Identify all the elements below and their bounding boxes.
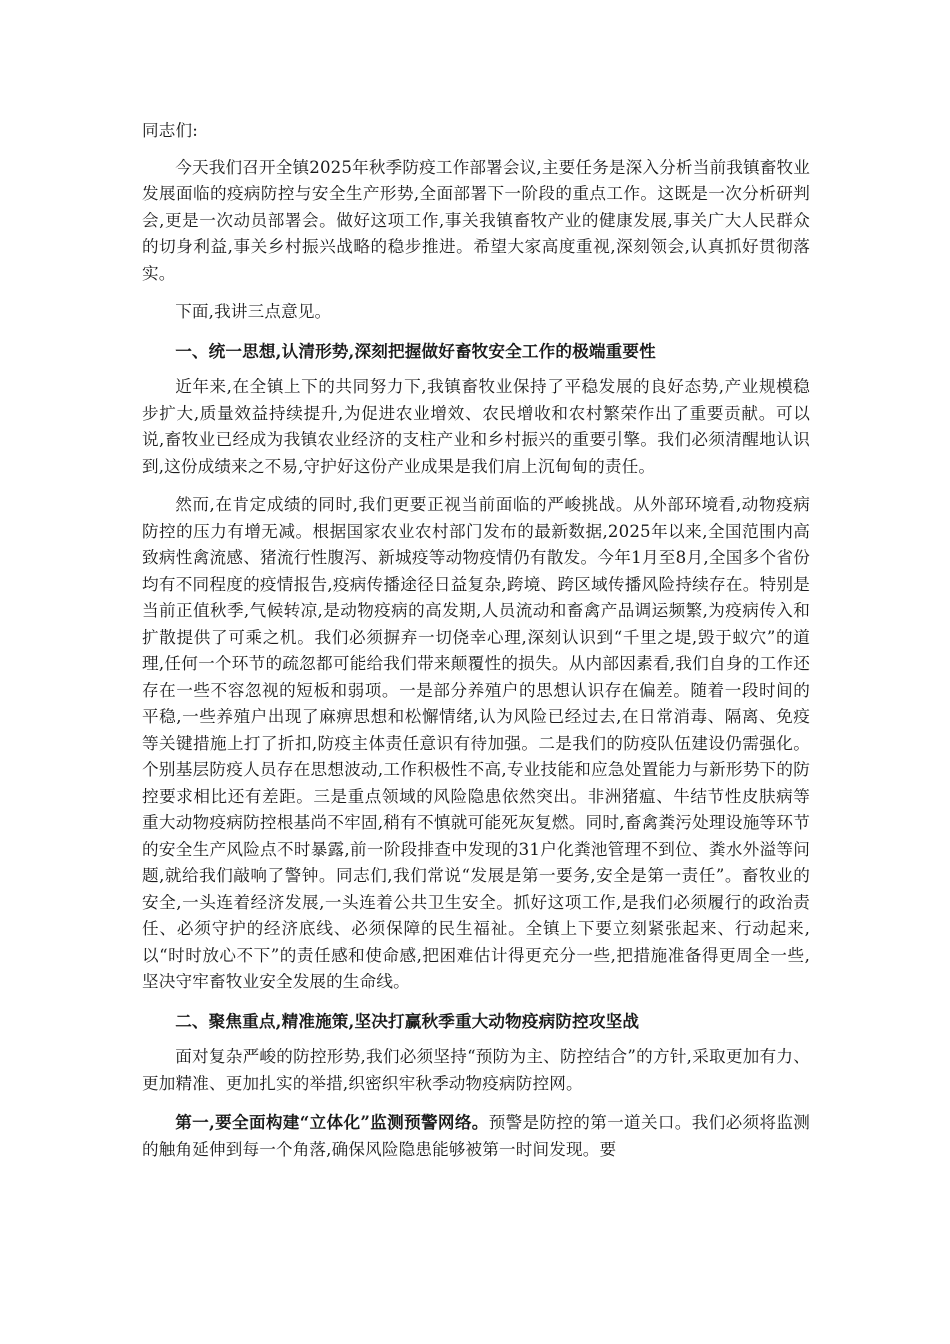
section-heading-2: 二、聚焦重点,精准施策,坚决打赢秋季重大动物疫病防控攻坚战	[175, 1010, 640, 1031]
section2-paragraph-1: 面对复杂严峻的防控形势,我们必须坚持“预防为主、防控结合”的方针,采取更加有力、更加精准、更加扎实的举措,织密织牢秋季动物疫病防控网。	[142, 1047, 810, 1093]
transition-paragraph: 下面,我讲三点意见。	[175, 302, 332, 321]
paragraph-body: 预警是防控的第一道关口。我们必须将监测的触角延伸到每一个角落,确保风险隐患能够被第一时间发现。要	[142, 1113, 810, 1159]
section-heading-1: 一、统一思想,认清形势,深刻把握做好畜牧安全工作的极端重要性	[175, 340, 656, 361]
document-page	[142, 118, 810, 1163]
section2-paragraph-2	[142, 1109, 810, 1163]
paragraph-lead-bold: 第一,要全面构建“立体化”监测预警网络。	[175, 1112, 489, 1132]
salutation: 同志们:	[142, 121, 198, 140]
section1-paragraph-2: 然而,在肯定成绩的同时,我们更要正视当前面临的严峻挑战。从外部环境看,动物疫病防控的压力有增无减。根据国家农业农村部门发布的最新数据,2025年以来,全国范围内高致病性禽流感、猪流行性腹泻、新城疫等动物疫情仍有散发。今年1月至8月,全国多个省份均有不同程度的疫情报告,疫病传播途径日益复杂,跨境、跨区域传播风险持续存在。特别是当前正值秋季,气候转凉,是动物疫病的高发期,人员流动和畜禽产品调运频繁,为疫病传入和扩散提供了可乘之机。我们必须摒弃一切侥幸心理,深刻认识到“千里之堤,毁于蚁穴”的道理,任何一个环节的疏忽都可能给我们带来颠覆性的损失。从内部因素看,我们自身的工作还存在一些不容忽视的短板和弱项。一是部分养殖户的思想认识存在偏差。随着一段时间的平稳,一些养殖户出现了麻痹思想和松懈情绪,认为风险已经过去,在日常消毒、隔离、免疫等关键措施上打了折扣,防疫主体责任意识有待加强。二是我们的防疫队伍建设仍需强化。个别基层防疫人员存在思想波动,工作积极性不高,专业技能和应急处置能力与新形势下的防控要求相比还有差距。三是重点领域的风险隐患依然突出。非洲猪瘟、牛结节性皮肤病等重大动物疫病防控根基尚不牢固,稍有不慎就可能死灰复燃。同时,畜禽粪污处理设施等环节的安全生产风险点不时暴露,前一阶段排查中发现的31户化粪池管理不到位、粪水外溢等问题,就给我们敲响了警钟。同志们,我们常说“发展是第一要务,安全是第一责任”。畜牧业的安全,一头连着经济发展,一头连着公共卫生安全。抓好这项工作,是我们必须履行的政治责任、必须守护的经济底线、必须保障的民生福祉。全镇上下要立刻紧张起来、行动起来,以“时时放心不下”的责任感和使命感,把困难估计得更充分一些,把措施准备得更周全一些,坚决守牢畜牧业安全发展的生命线。	[142, 495, 810, 991]
section1-paragraph-1: 近年来,在全镇上下的共同努力下,我镇畜牧业保持了平稳发展的良好态势,产业规模稳步扩大,质量效益持续提升,为促进农业增效、农民增收和农村繁荣作出了重要贡献。可以说,畜牧业已经成为我镇农业经济的支柱产业和乡村振兴的重要引擎。我们必须清醒地认识到,这份成绩来之不易,守护好这份产业成果是我们肩上沉甸甸的责任。	[142, 377, 810, 476]
intro-paragraph: 今天我们召开全镇2025年秋季防疫工作部署会议,主要任务是深入分析当前我镇畜牧业发展面临的疫病防控与安全生产形势,全面部署下一阶段的重点工作。这既是一次分析研判会,更是一次动员部署会。做好这项工作,事关我镇畜牧产业的健康发展,事关广大人民群众的切身利益,事关乡村振兴战略的稳步推进。希望大家高度重视,深刻领会,认真抓好贯彻落实。	[142, 157, 810, 283]
